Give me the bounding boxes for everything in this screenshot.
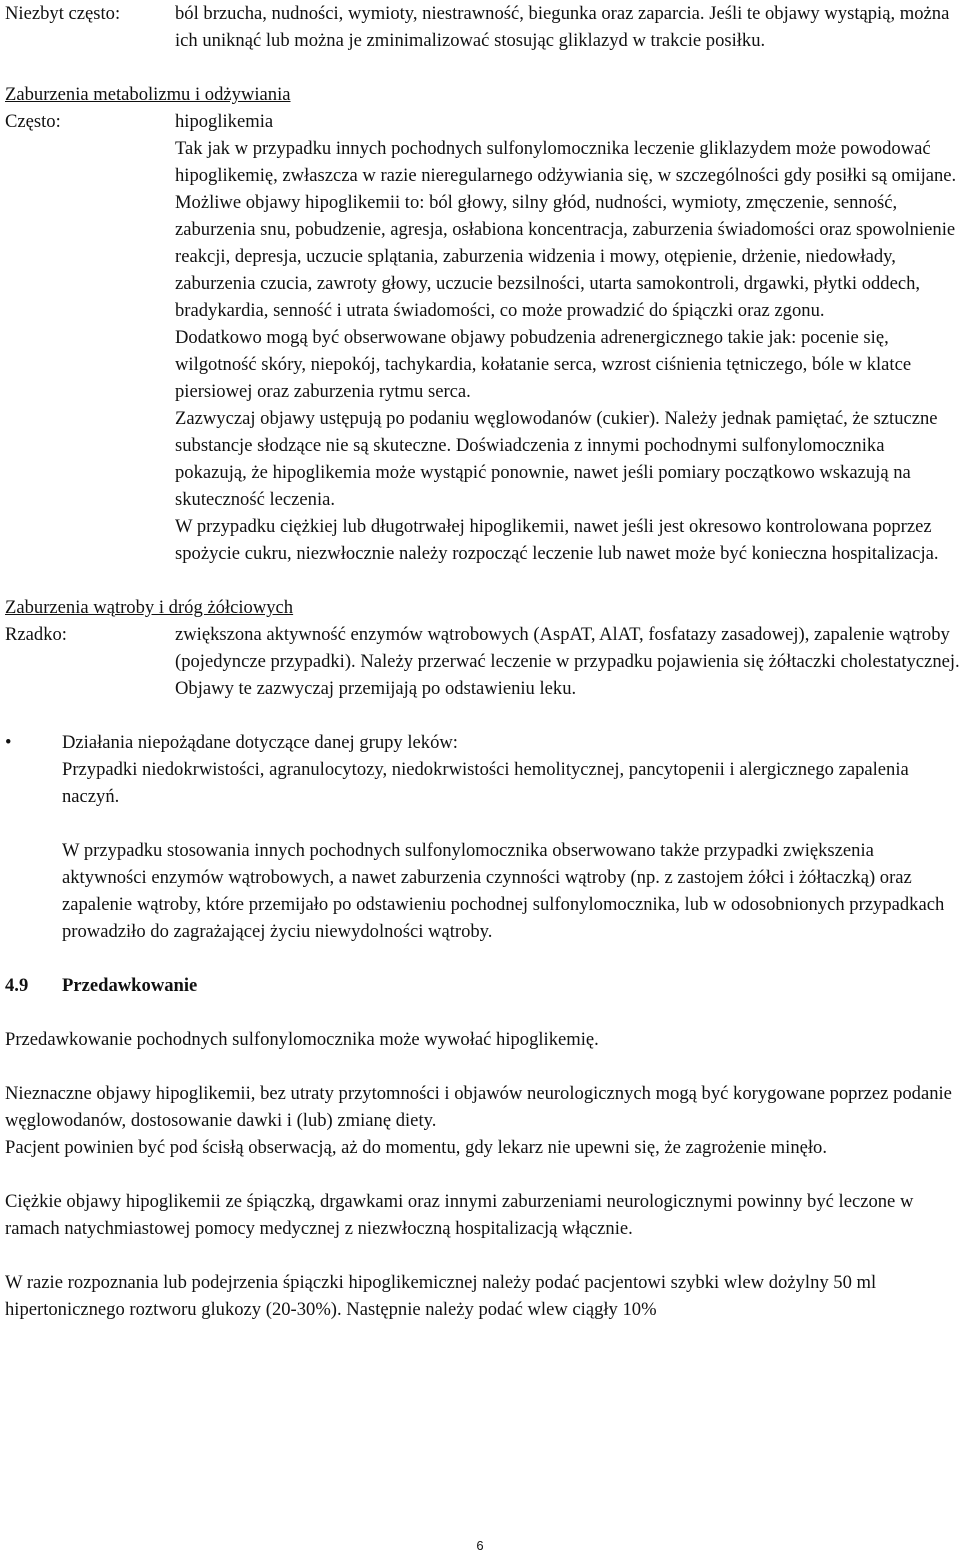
frequency-text — [175, 108, 960, 567]
paragraph: W przypadku ciężkiej lub długotrwałej hipoglikemii, nawet jeśli jest okresowo kontrolowana poprzez spożycie cukru, niezwłocznie należy rozpocząć leczenie lub nawet może być konieczna hospitalizacja. — [175, 516, 939, 564]
frequency-label: Niezbyt często: — [5, 3, 121, 24]
term-hypoglycemia: hipoglikemia — [175, 111, 274, 132]
section-liver — [5, 594, 960, 702]
paragraph: Przypadki niedokrwistości, agranulocytozy, niedokrwistości hemolitycznej, pancytopenii i alergicznego zapalenia naczyń. — [62, 759, 909, 807]
paragraph: W przypadku stosowania innych pochodnych sulfonylomocznika obserwowano także przypadki zwiększenia aktywności enzymów wątrobowych, a nawet zaburzenia czynności wątroby (np. z zastojem żółci i żółtaczką) oraz zapalenie wątroby, które przemijało po odstawieniu pochodnej sulfonylomocznika, lub w odosobnionych przypadkach prowadziło do zagrażającej życiu niewydolności wątroby. — [62, 840, 945, 942]
section-heading-overdose — [5, 972, 960, 999]
frequency-row-rare — [5, 621, 960, 702]
document-page — [5, 0, 960, 1323]
section-heading-liver: Zaburzenia wątroby i dróg żółciowych — [5, 597, 294, 618]
frequency-text: ból brzucha, nudności, wymioty, niestrawność, biegunka oraz zaparcia. Jeśli te objawy wystąpią, można ich uniknąć lub można je zminimalizować stosując gliklazyd w trakcie posiłku. — [175, 3, 950, 51]
paragraph: Pacjent powinien być pod ścisłą obserwacją, aż do momentu, gdy lekarz nie upewni się, że zagrożenie minęło. — [5, 1137, 827, 1158]
paragraph: Tak jak w przypadku innych pochodnych sulfonylomocznika leczenie gliklazydem może powodować hipoglikemię, zwłaszcza w razie nieregularnego odżywiania się, w szczególności gdy posiłki są omijane. Możliwe objawy hipoglikemii to: ból głowy, silny głód, nudności, wymioty, zmęczenie, senność, zaburzenia snu, pobudzenie, agresja, osłabiona koncentracja, zaburzenia świadomości oraz spowolnienie reakcji, depresja, uczucie splątania, zaburzenia widzenia i mowy, otępienie, drżenie, niedowłady, zaburzenia czucia, zawroty głowy, uczucie bezsilności, utarta samokontroli, drgawki, płytki oddech, bradykardia, senność i utrata świadomości, co może prowadzić do śpiączki oraz zgonu. — [175, 138, 957, 321]
frequency-row-common — [5, 108, 960, 567]
section-heading-metabolism: Zaburzenia metabolizmu i odżywiania — [5, 84, 291, 105]
frequency-label: Rzadko: — [5, 624, 67, 645]
paragraph: Ciężkie objawy hipoglikemii ze śpiączką, drgawkami oraz innymi zaburzeniami neurologicznymi powinny być leczone w ramach natychmiastowej pomocy medycznej z niezwłoczną hospitalizacją włącznie. — [5, 1191, 914, 1239]
section-metabolism — [5, 81, 960, 567]
bullet-item-group-effects — [5, 729, 960, 810]
frequency-text — [175, 621, 960, 702]
frequency-row-uncommon — [5, 0, 960, 54]
paragraph: zwiększona aktywność enzymów wątrobowych (AspAT, AlAT, fosfatazy zasadowej), zapalenie wątroby (pojedyncze przypadki). Należy przerwać leczenie w przypadku pojawienia się żółtaczki cholestatycznej. — [175, 624, 960, 672]
section-title: Przedawkowanie — [62, 975, 198, 996]
page-number: 6 — [476, 1538, 484, 1553]
paragraph: Nieznaczne objawy hipoglikemii, bez utraty przytomności i objawów neurologicznych mogą być korygowane poprzez podanie węglowodanów, dostosowanie dawki i (lub) zmianę diety. — [5, 1083, 952, 1131]
frequency-label: Często: — [5, 111, 61, 132]
paragraph: W razie rozpoznania lub podejrzenia śpiączki hipoglikemicznej należy podać pacjentowi szybki wlew dożylny 50 ml hipertonicznego roztworu glukozy (20-30%). Następnie należy podać wlew ciągły 10% — [5, 1272, 877, 1320]
paragraph: Objawy te zazwyczaj przemijają po odstawieniu leku. — [175, 678, 577, 699]
bullet-icon: • — [5, 732, 12, 753]
section-number: 4.9 — [5, 975, 29, 996]
paragraph: Dodatkowo mogą być obserwowane objawy pobudzenia adrenergicznego takie jak: pocenie się, wilgotność skóry, niepokój, tachykardia, kołatanie serca, wzrost ciśnienia tętniczego, bóle w klatce piersiowej oraz zaburzenia rytmu serca. — [175, 327, 912, 402]
paragraph: Przedawkowanie pochodnych sulfonylomocznika może wywołać hipoglikemię. — [5, 1029, 599, 1050]
paragraph: Zazwyczaj objawy ustępują po podaniu węglowodanów (cukier). Należy jednak pamiętać, że sztuczne substancje słodzące nie są skuteczne. Doświadczenia z innymi pochodnymi sulfonylomocznika pokazują, że hipoglikemia może wystąpić ponownie, nawet jeśli pomiary początkowo wskazują na skuteczność leczenia. — [175, 408, 938, 510]
bullet-title: Działania niepożądane dotyczące danej grupy leków: — [62, 732, 458, 753]
